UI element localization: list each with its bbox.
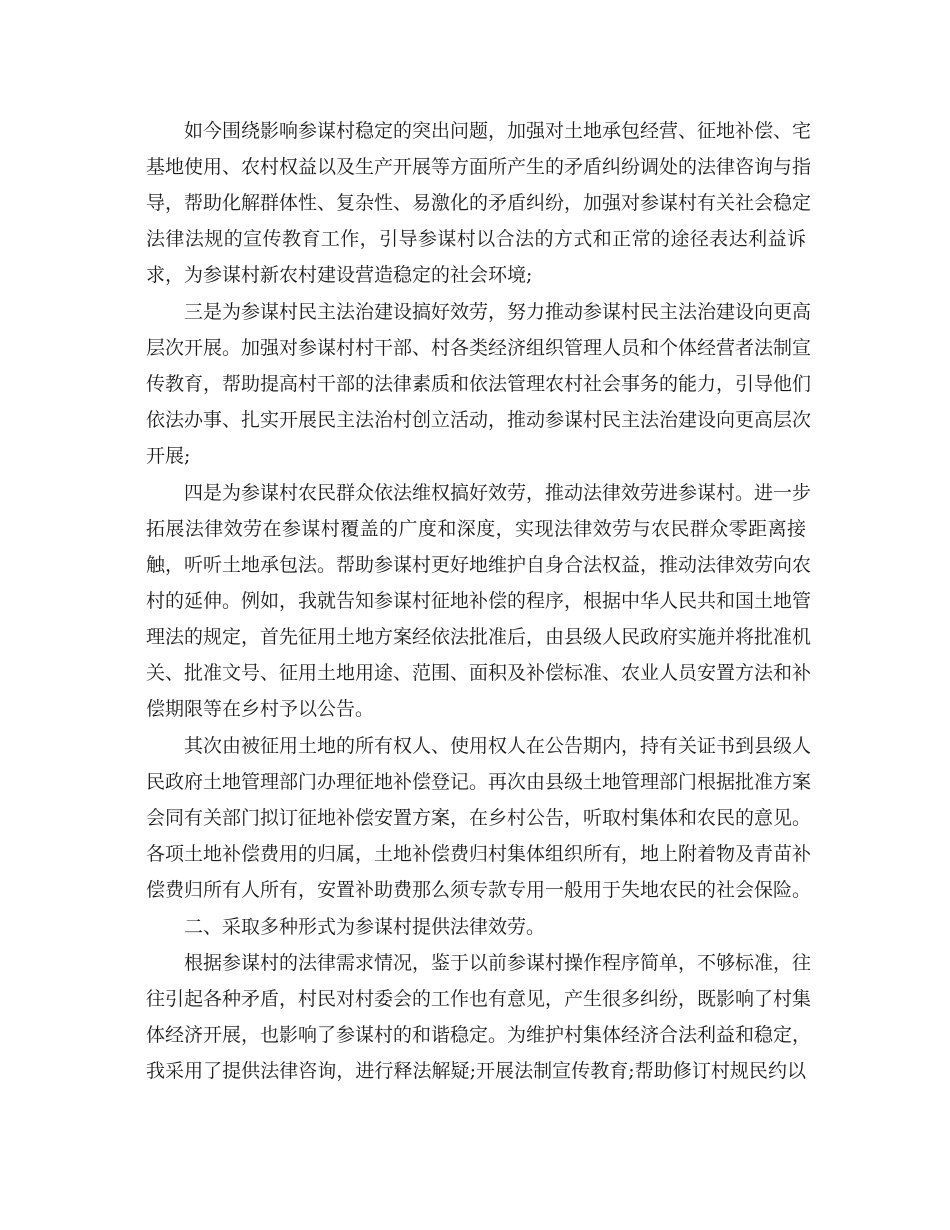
section-heading-2: 二、采取多种形式为参谋村提供法律效劳。 <box>184 916 546 938</box>
paragraph-3-line-2: 拓展法律效劳在参谋村覆盖的广度和深度，实现法律效劳与农民群众零距离接 <box>146 518 806 540</box>
paragraph-3-line-1: 四是为参谋村农民群众依法维权搞好效劳，推动法律效劳进参谋村。进一步 <box>184 482 812 504</box>
paragraph-6-line-3: 体经济开展，也影响了参谋村的和谐稳定。为维护村集体经济合法利益和稳定， <box>146 1024 812 1046</box>
paragraph-2-line-4: 依法办事、扎实开展民主法治村创立活动，推动参谋村民主法治建设向更高层次 <box>146 409 812 431</box>
paragraph-4-line-5: 偿费归所有人所有，安置补助费那么须专款专用一般用于失地农民的社会保险。 <box>146 879 812 901</box>
paragraph-4-line-3: 会同有关部门拟订征地补偿安置方案，在乡村公告，听取村集体和农民的意见。 <box>146 807 812 829</box>
paragraph-3-line-5: 理法的规定，首先征用土地方案经依法批准后，由县级人民政府实施并将批准机 <box>146 626 812 648</box>
paragraph-6-line-2: 往引起各种矛盾，村民对村委会的工作也有意见，产生很多纠纷，既影响了村集 <box>146 988 812 1010</box>
paragraph-3-line-6: 关、批准文号、征用土地用途、范围、面积及补偿标准、农业人员安置方法和补 <box>146 662 812 684</box>
paragraph-1-line-1: 如今围绕影响参谋村稳定的突出问题，加强对土地承包经营、征地补偿、宅 <box>184 120 812 142</box>
paragraph-4-line-4: 各项土地补偿费用的归属，土地补偿费归村集体组织所有，地上附着物及青苗补 <box>146 843 812 865</box>
paragraph-3-line-4: 村的延伸。例如，我就告知参谋村征地补偿的程序，根据中华人民共和国土地管 <box>146 590 812 612</box>
paragraph-1-line-5: 求，为参谋村新农村建设营造稳定的社会环境; <box>146 264 533 286</box>
paragraph-3-line-7: 偿期限等在乡村予以公告。 <box>146 698 375 720</box>
paragraph-2-line-5: 开展; <box>146 445 191 467</box>
paragraph-6-line-1: 根据参谋村的法律需求情况，鉴于以前参谋村操作程序简单，不够标准，往 <box>184 952 812 974</box>
paragraph-2-line-1: 三是为参谋村民主法治建设搞好效劳，努力推动参谋村民主法治建设向更高 <box>184 301 812 323</box>
paragraph-1-line-4: 法律法规的宣传教育工作，引导参谋村以合法的方式和正常的途径表达利益诉 <box>146 228 806 250</box>
paragraph-2-line-2: 层次开展。加强对参谋村村干部、村各类经济组织管理人员和个体经营者法制宣 <box>146 337 812 359</box>
paragraph-3-line-3: 触，听听土地承包法。帮助参谋村更好地维护自身合法权益，推动法律效劳向农 <box>146 554 812 576</box>
paragraph-2-line-3: 传教育，帮助提高村干部的法律素质和依法管理农村社会事务的能力，引导他们 <box>146 373 812 395</box>
paragraph-6-line-4: 我采用了提供法律咨询，进行释法解疑;开展法制宣传教育;帮助修订村规民约以 <box>146 1060 806 1082</box>
paragraph-1-line-2: 基地使用、农村权益以及生产开展等方面所产生的矛盾纠纷调处的法律咨询与指 <box>146 156 812 178</box>
paragraph-4-line-1: 其次由被征用土地的所有权人、使用权人在公告期内，持有关证书到县级人 <box>184 735 812 757</box>
paragraph-1-line-3: 导，帮助化解群体性、复杂性、易激化的矛盾纠纷，加强对参谋村有关社会稳定 <box>146 192 812 214</box>
paragraph-4-line-2: 民政府土地管理部门办理征地补偿登记。再次由县级土地管理部门根据批准方案 <box>146 771 812 793</box>
